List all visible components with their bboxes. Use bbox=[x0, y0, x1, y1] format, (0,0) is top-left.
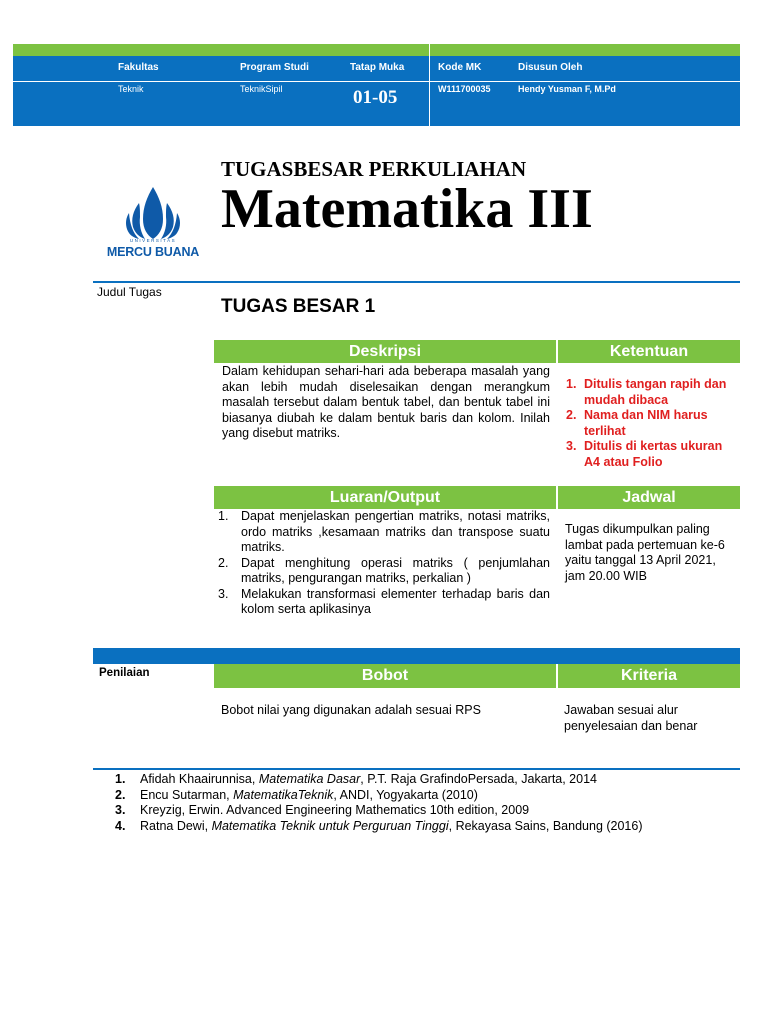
reference-author: Encu Sutarman, bbox=[140, 787, 234, 802]
reference-title: Matematika Teknik untuk Perguruan Tinggi bbox=[211, 818, 449, 833]
ketentuan-item-number: 2. bbox=[566, 408, 577, 422]
reference-item bbox=[115, 788, 675, 804]
luaran-item-number: 2. bbox=[218, 555, 229, 570]
header-green-stripe bbox=[13, 44, 740, 56]
assignment-title: TUGAS BESAR 1 bbox=[221, 296, 376, 317]
document-subtitle: TUGASBESAR PERKULIAHAN bbox=[221, 157, 527, 181]
bobot-header: Bobot bbox=[214, 664, 556, 688]
ketentuan-header: Ketentuan bbox=[558, 340, 740, 363]
header-value-program-studi: TeknikSipil bbox=[240, 84, 283, 94]
kriteria-header: Kriteria bbox=[558, 664, 740, 688]
luaran-header: Luaran/Output bbox=[214, 486, 556, 509]
ketentuan-item-text: Ditulis di kertas ukuran A4 atau Folio bbox=[584, 439, 723, 469]
ketentuan-item-text: Ditulis tangan rapih dan mudah dibaca bbox=[584, 377, 727, 407]
luaran-item-text: Dapat menghitung operasi matriks ( penjumlahan matriks, pengurangan matriks, perkalian ) bbox=[241, 555, 550, 585]
reference-number: 1. bbox=[115, 772, 126, 786]
reference-publisher: , ANDI, Yogyakarta (2010) bbox=[333, 787, 478, 802]
reference-publisher: , Rekayasa Sains, Bandung (2016) bbox=[448, 818, 643, 833]
deskripsi-text: Dalam kehidupan sehari-hari ada beberapa masalah yang akan lebih mudah diselesaikan dengan merangkum masalah tersebut dalam bentuk tabel, dan bentuk tabel ini biasanya diubah ke dalam bentuk baris dan kolom. Inilah yang disebut matriks. bbox=[222, 364, 550, 440]
ketentuan-item-number: 1. bbox=[566, 377, 577, 391]
logo-name: MERCU BUANA bbox=[106, 245, 200, 259]
document-title: Matematika III bbox=[221, 178, 593, 240]
header-value-disusun-oleh: Hendy Yusman F, M.Pd bbox=[518, 84, 616, 94]
reference-number: 2. bbox=[115, 787, 126, 802]
jadwal-text: Tugas dikumpulkan paling lambat pada pertemuan ke-6 yaitu tanggal 13 April 2021, jam 20.00 WIB bbox=[565, 522, 725, 583]
references-divider bbox=[93, 768, 740, 770]
reference-publisher: , P.T. Raja GrafindoPersada, Jakarta, 2014 bbox=[360, 772, 597, 786]
luaran-item-number: 1. bbox=[218, 509, 229, 523]
luaran-item bbox=[218, 587, 550, 618]
reference-item bbox=[115, 772, 675, 788]
reference-author: Afidah Khaairunnisa, bbox=[140, 772, 259, 786]
header-value-fakultas: Teknik bbox=[118, 84, 144, 94]
header-label-kode-mk: Kode MK bbox=[438, 62, 482, 73]
bobot-text: Bobot nilai yang digunakan adalah sesuai RPS bbox=[221, 703, 481, 717]
header-label-tatap-muka: Tatap Muka bbox=[350, 62, 405, 73]
reference-title: Matematika Dasar bbox=[258, 772, 361, 786]
header-label-fakultas: Fakultas bbox=[118, 62, 159, 73]
luaran-item-number: 3. bbox=[218, 586, 229, 601]
ketentuan-list bbox=[566, 377, 740, 470]
header-value-kode-mk: W111700035 bbox=[438, 84, 491, 94]
reference-number: 3. bbox=[115, 803, 126, 817]
reference-number: 4. bbox=[115, 818, 126, 833]
header-label-program-studi: Program Studi bbox=[240, 62, 309, 73]
reference-title: MatematikaTeknik bbox=[233, 787, 334, 802]
reference-author: Kreyzig, Erwin. Advanced Engineering Mathematics 10th edition, 2009 bbox=[140, 803, 530, 817]
penilaian-label: Penilaian bbox=[99, 667, 150, 679]
references-list bbox=[115, 772, 675, 834]
header-vertical-divider bbox=[429, 44, 430, 126]
ketentuan-item-number: 3. bbox=[566, 439, 577, 453]
jadwal-header: Jadwal bbox=[558, 486, 740, 509]
luaran-item-text: Dapat menjelaskan pengertian matriks, notasi matriks, ordo matriks ,kesamaan matriks dan transpose suatu matriks. bbox=[241, 509, 550, 554]
ketentuan-item bbox=[566, 439, 740, 470]
luaran-item bbox=[218, 556, 550, 587]
penilaian-blue-band bbox=[93, 648, 740, 664]
logo-university-text: UNIVERSITAS bbox=[129, 238, 177, 243]
title-divider bbox=[93, 281, 740, 283]
ketentuan-item-text: Nama dan NIM harus terlihat bbox=[584, 408, 708, 438]
kriteria-text: Jawaban sesuai alur penyelesaian dan benar bbox=[564, 703, 698, 733]
deskripsi-header: Deskripsi bbox=[214, 340, 556, 363]
ketentuan-item bbox=[566, 408, 740, 439]
header-label-disusun-oleh: Disusun Oleh bbox=[518, 62, 583, 73]
reference-item bbox=[115, 819, 675, 835]
ketentuan-item bbox=[566, 377, 740, 408]
luaran-list bbox=[218, 509, 550, 618]
luaran-item bbox=[218, 509, 550, 556]
reference-author: Ratna Dewi, bbox=[140, 818, 212, 833]
reference-item bbox=[115, 803, 675, 819]
luaran-item-text: Melakukan transformasi elementer terhadap baris dan kolom serta aplikasinya bbox=[241, 586, 550, 616]
judul-tugas-label: Judul Tugas bbox=[97, 285, 162, 299]
header-divider bbox=[13, 81, 740, 82]
header-value-tatap-muka: 01-05 bbox=[353, 87, 398, 108]
